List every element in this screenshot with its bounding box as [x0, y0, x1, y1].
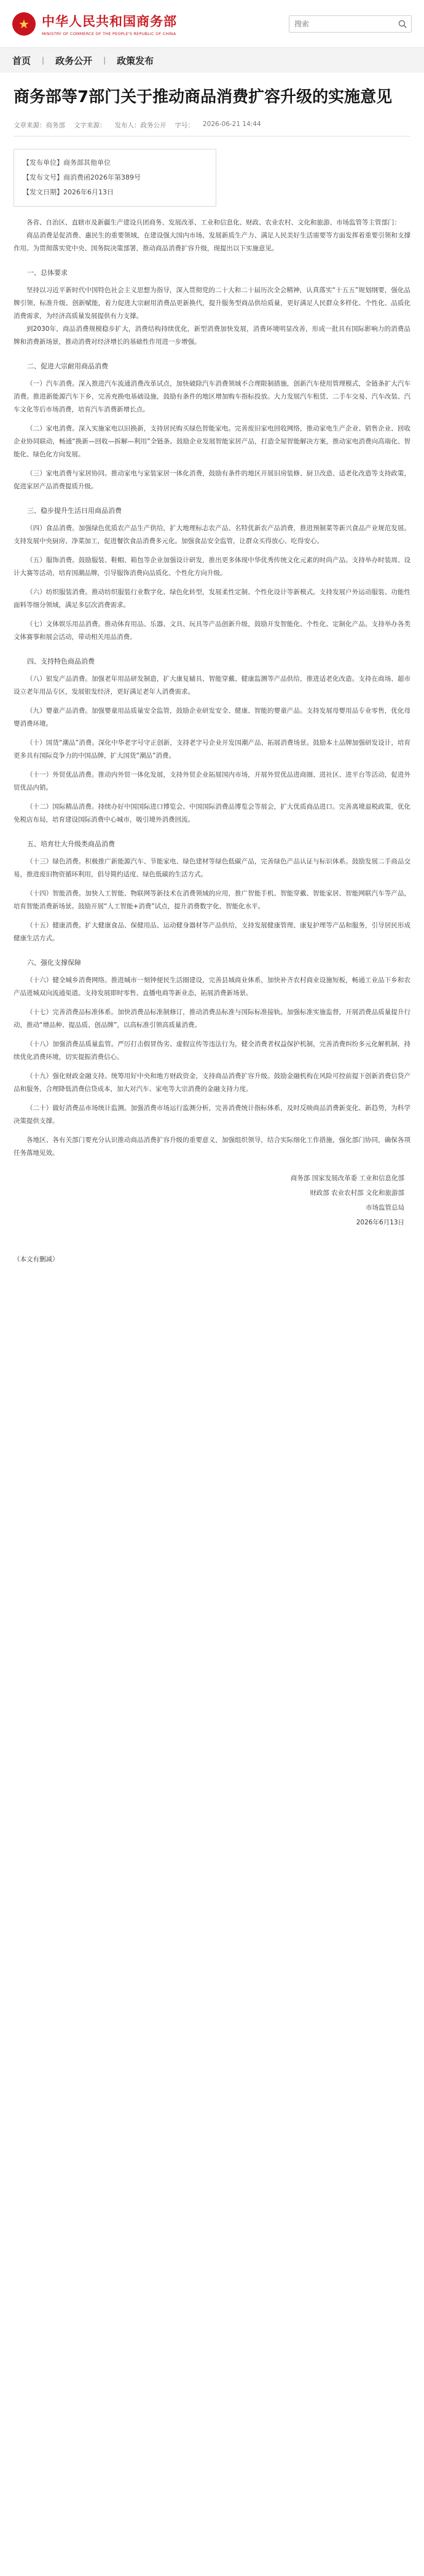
- body-paragraph: （十五）健康消费。扩大健康食品、保健用品、运动健身器材等产品供给，支持发展健康管理、康复护理等产品和服务，引导居民形成健康生活方式。: [14, 922, 410, 942]
- body-paragraph: （十八）加强消费品质量监管。严厉打击假冒伪劣、虚假宣传等违法行为，健全消费者权益保护机制，完善消费纠纷多元化解机制，持续优化消费环境，切实提振消费信心。: [14, 1040, 410, 1061]
- section-heading: 五、培育壮大升级类商品消费: [27, 840, 115, 848]
- nav-separator: |: [103, 56, 106, 65]
- body-paragraph: （十三）绿色消费。积极推广新能源汽车、节能家电、绿色建材等绿色低碳产品，完善绿色产品认证与标识体系。鼓励发展二手商品交易，推进废旧物资循环利用，倡导简约适度、绿色低碳的生活方式。: [14, 858, 410, 878]
- search-icon[interactable]: [398, 19, 407, 29]
- meta-publisher: 发布人：政务公开: [114, 122, 167, 129]
- body-paragraph: 到2030年，商品消费规模稳步扩大，消费结构持续优化，新型消费加快发展，消费环境明显改善，形成一批具有国际影响力的消费品牌和消费新场景，推动消费对经济增长的基础性作用进一步增强。: [14, 325, 410, 346]
- intro-paragraph: 商品消费是促消费、惠民生的重要领域，在建设强大国内市场、发展新质生产力、满足人民美好生活需要等方面发挥着重要引领和支撑作用。为贯彻落实党中央、国务院决策部署，推动商品消费扩容升级，现提出以下实施意见。: [14, 232, 410, 252]
- national-emblem-icon: ★: [12, 12, 36, 36]
- nav-home[interactable]: 首页: [12, 55, 31, 66]
- body-paragraph: （十七）完善消费品标准体系。加快消费品标准制修订，推动消费品标准与国际标准接轨。加强标准实施监督，开展消费品质量提升行动，推动“增品种、提品质、创品牌”，以高标准引领高质量消费。: [14, 1009, 410, 1029]
- signatory-line: 市场监管总局: [366, 1204, 404, 1211]
- meta-font-size[interactable]: 字号：: [175, 122, 194, 129]
- meta-datetime: 2026-06-21 14:44: [203, 121, 261, 128]
- body-paragraph: （十九）强化财政金融支持。统筹用好中央和地方财政资金，支持商品消费扩容升级。鼓励金融机构在风险可控前提下创新消费信贷产品和服务，合理降低消费信贷成本，加大对汽车、家电等大宗消费的金融支持力度。: [14, 1072, 410, 1093]
- signatories: [14, 1171, 410, 1230]
- doc-info-number: 【发布文号】商消费函2026年第389号: [23, 173, 141, 181]
- body-paragraph: （一）汽车消费。深入推进汽车流通消费改革试点，加快破除汽车消费领域不合理限制措施，创新汽车使用管理模式，全链条扩大汽车消费。推进新能源汽车下乡，完善充换电基础设施，鼓励有条件的地区增加购车指标投放。大力发展汽车租赁、二手车交易、汽车改装、汽车文化等后市场消费，培育汽车消费新增长点。: [14, 380, 410, 413]
- article-content: [0, 86, 424, 1264]
- site-logo[interactable]: [12, 12, 177, 36]
- editor-note: （本文有删减）: [14, 1256, 59, 1263]
- page-title: 商务部等7部门关于推动商品消费扩容升级的实施意见: [14, 88, 393, 106]
- doc-info-unit: 【发布单位】商务部其他单位: [23, 159, 111, 167]
- signature-date: 2026年6月13日: [356, 1219, 404, 1226]
- body-paragraph: 各地区、各有关部门要充分认识推动商品消费扩容升级的重要意义，加强组织领导，结合实际细化工作措施，强化部门协同，确保各项任务落地见效。: [14, 1136, 410, 1157]
- body-paragraph: （十）国货“潮品”消费。深化中华老字号守正创新，支持老字号企业开发国潮产品、拓展消费场景。鼓励本土品牌加强研发设计，培育更多具有国际竞争力的中国品牌，扩大国货“潮品”消费。: [14, 739, 410, 759]
- body-paragraph: （二十）做好消费品市场统计监测。加强消费市场运行监测分析，完善消费统计指标体系，及时反映商品消费新变化、新趋势，为科学决策提供支撑。: [14, 1104, 410, 1125]
- body-paragraph: （十二）国际精品消费。持续办好中国国际进口博览会、中国国际消费品博览会等展会，扩大优质商品进口。完善离境退税政策，优化免税店布局，培育建设国际消费中心城市，吸引境外消费回流。: [14, 803, 410, 823]
- section-heading: 四、支持特色商品消费: [27, 657, 95, 665]
- body-paragraph: （五）服饰消费。鼓励服装、鞋帽、箱包等企业加强设计研发，推出更多体现中华优秀传统文化元素的时尚产品。支持举办时装周、设计大赛等活动，培育国潮品牌，引导服饰消费向品质化、个性化方向升级。: [14, 557, 410, 577]
- breadcrumb: [0, 48, 424, 73]
- nav-policy-release[interactable]: 政策发布: [117, 55, 154, 66]
- section-heading: 一、总体要求: [27, 269, 68, 277]
- article-meta: [14, 117, 410, 137]
- section-heading: 三、稳步提升生活日用商品消费: [27, 507, 122, 515]
- doc-info-box: [14, 149, 216, 207]
- body-paragraph: （六）纺织服装消费。推动纺织服装行业数字化、绿色化转型，发展柔性定制、个性化设计等新模式。支持发展户外运动服装、功能性面料等细分领域，满足多层次消费需求。: [14, 589, 410, 609]
- meta-text-source: 文字来源：: [74, 122, 106, 129]
- logo-title: 中华人民共和国商务部: [42, 13, 177, 29]
- intro-paragraph: 各省、自治区、直辖市及新疆生产建设兵团商务、发展改革、工业和信息化、财政、农业农村、文化和旅游、市场监管等主管部门：: [26, 219, 401, 226]
- body-paragraph: （二）家电消费。深入实施家电以旧换新，支持居民购买绿色智能家电。完善废旧家电回收网络，推动家电生产企业、销售企业、回收企业协同联动，畅通“换新—回收—拆解—利用”全链条。鼓励企业发展智能家居产品，打造全屋智能解决方案，推动家电消费向高端化、智能化、绿色化方向发展。: [14, 425, 410, 458]
- section-heading: 六、强化支撑保障: [27, 959, 81, 967]
- body-paragraph: （十六）健全城乡消费网络。推进城市一刻钟便民生活圈建设，完善县域商业体系，加快补齐农村商业设施短板，畅通工业品下乡和农产品进城双向流通渠道。支持发展即时零售、直播电商等新业态，拓展消费新场景。: [14, 977, 410, 997]
- body-paragraph: （十一）外贸优品消费。推动内外贸一体化发展，支持外贸企业拓展国内市场，开展外贸优品进商圈、进社区、进平台等活动，促进外贸优品内销。: [14, 771, 410, 791]
- signatory-line: 财政部 农业农村部 文化和旅游部: [310, 1189, 404, 1197]
- body-paragraph: （三）家电消费与家居协同。推动家电与家装家居一体化消费，鼓励有条件的地区开展旧房装修、厨卫改造、适老化改造等支持政策，促进家居产品消费提质升级。: [14, 470, 410, 490]
- body-paragraph: （八）银发产品消费。加强老年用品研发制造，扩大康复辅具、智能穿戴、健康监测等产品供给，推进适老化改造。支持在商场、超市设立老年用品专区，发展银发经济，更好满足老年人消费需求。: [14, 675, 410, 696]
- nav-gov-affairs[interactable]: 政务公开: [55, 55, 93, 66]
- body-paragraph: （七）文体娱乐用品消费。推动体育用品、乐器、文具、玩具等产品创新升级，鼓励开发智能化、个性化、定制化产品。支持举办各类文体赛事和展会活动，带动相关用品消费。: [14, 620, 410, 641]
- search-input[interactable]: [293, 19, 398, 29]
- body-paragraph: （四）食品消费。加强绿色优质农产品生产供给，扩大地理标志农产品、名特优新农产品消费，推进预制菜等新兴食品产业规范发展。支持发展中央厨房、净菜加工，促进餐饮食品消费多元化。加强食品安全监管，让群众买得放心、吃得安心。: [14, 525, 410, 545]
- site-header: [0, 0, 424, 48]
- body-paragraph: （九）婴童产品消费。加强婴童用品质量安全监管，鼓励企业研发安全、健康、智能的婴童产品。支持发展母婴用品专业零售，优化母婴消费环境。: [14, 707, 410, 727]
- doc-info-date: 【发文日期】2026年6月13日: [23, 188, 114, 196]
- body-paragraph: （十四）智能消费。加快人工智能、物联网等新技术在消费领域的应用，推广智能手机、智能穿戴、智能家居、智能网联汽车等产品，培育智能消费新场景。鼓励开展“人工智能+消费”试点，提升消费数字化、智能化水平。: [14, 890, 410, 910]
- meta-source: 文章来源：商务部: [14, 122, 65, 129]
- nav-separator: |: [42, 56, 45, 65]
- signatory-line: 商务部 国家发展改革委 工业和信息化部: [290, 1175, 404, 1182]
- logo-subtitle: MINISTRY OF COMMERCE OF THE PEOPLE'S REPUBLIC OF CHINA: [42, 31, 176, 36]
- search-box: [289, 15, 412, 33]
- body-paragraph: 坚持以习近平新时代中国特色社会主义思想为指导，深入贯彻党的二十大和二十届历次全会精神，认真落实“十五五”规划纲要，强化品牌引领、标准升级、创新赋能，着力促进大宗耐用消费品更新换代，提升服务型商品供给质量，更好满足人民群众多样化、个性化、品质化消费需求，为经济高质量发展提供有力支撑。: [14, 287, 410, 320]
- section-heading: 二、促进大宗耐用商品消费: [27, 362, 108, 370]
